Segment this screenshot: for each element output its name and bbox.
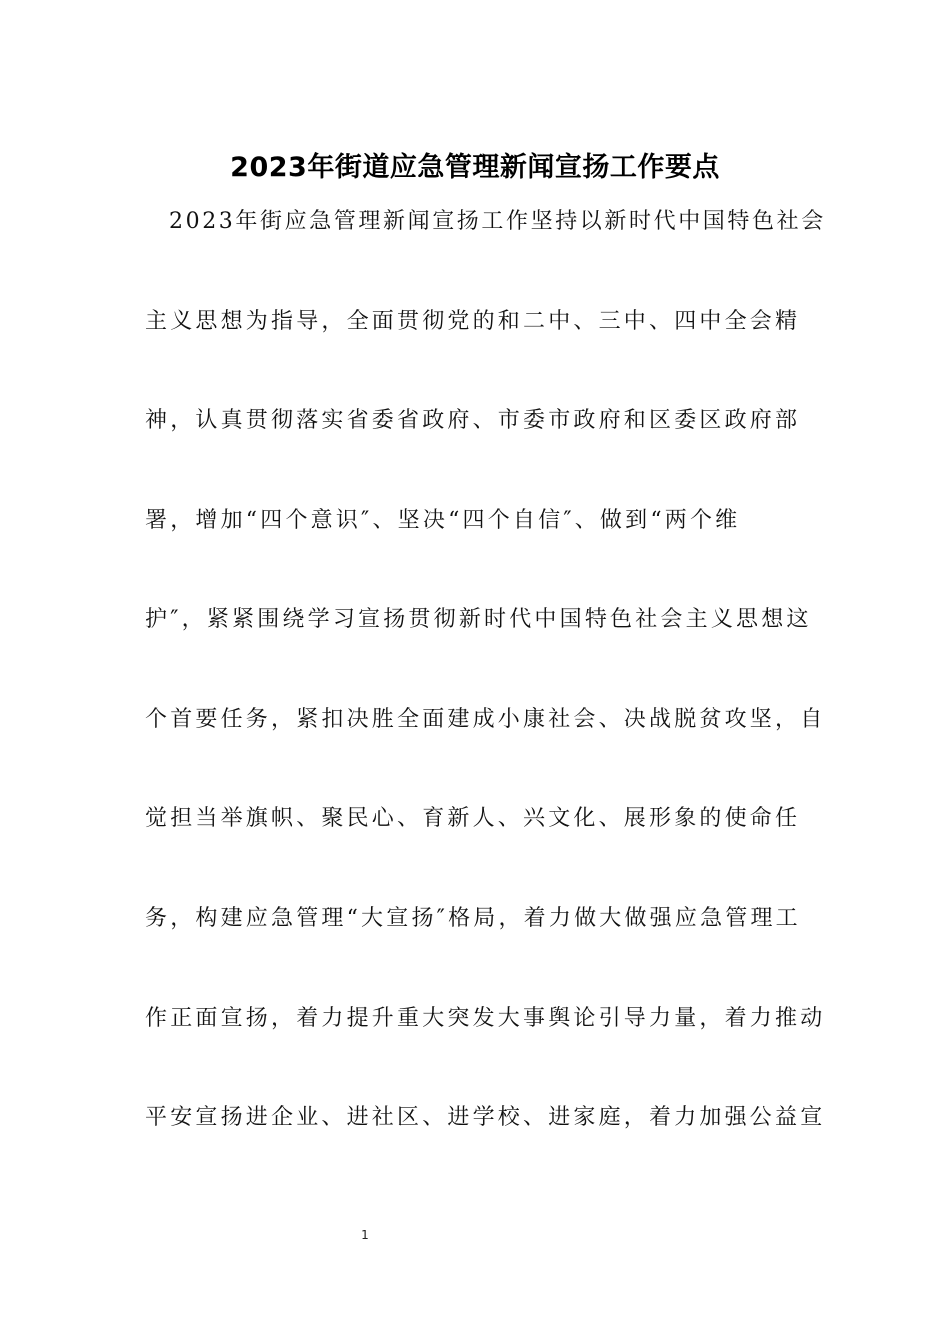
paragraph-line-4: 署，增加“四个意识″、坚决“四个自信″、做到“两个维	[145, 508, 741, 533]
paragraph-line-6: 个首要任务，紧扣决胜全面建成小康社会、决战脱贫攻坚，自	[145, 707, 826, 732]
paragraph-line-5: 护″，紧紧围绕学习宣扬贯彻新时代中国特色社会主义思想这	[145, 607, 812, 632]
paragraph-line-7: 觉担当举旗帜、聚民心、育新人、兴文化、展形象的使命任	[145, 806, 801, 831]
paragraph-line-2: 主义思想为指导，全面贯彻党的和二中、三中、四中全会精	[145, 309, 801, 334]
document-title: 2023年街道应急管理新闻宣扬工作要点	[230, 152, 720, 184]
paragraph-line-10: 平安宣扬进企业、进社区、进学校、进家庭，着力加强公益宣	[145, 1105, 826, 1130]
paragraph-line-8: 务，构建应急管理“大宣扬″格局，着力做大做强应急管理工	[145, 906, 801, 931]
page-number: 1	[361, 1228, 369, 1242]
paragraph-line-3: 神，认真贯彻落实省委省政府、市委市政府和区委区政府部	[145, 408, 801, 433]
paragraph-line-9: 作正面宣扬，着力提升重大突发大事舆论引导力量，着力推动	[145, 1006, 826, 1031]
paragraph-line-1: 2023年街应急管理新闻宣扬工作坚持以新时代中国特色社会	[169, 209, 826, 234]
